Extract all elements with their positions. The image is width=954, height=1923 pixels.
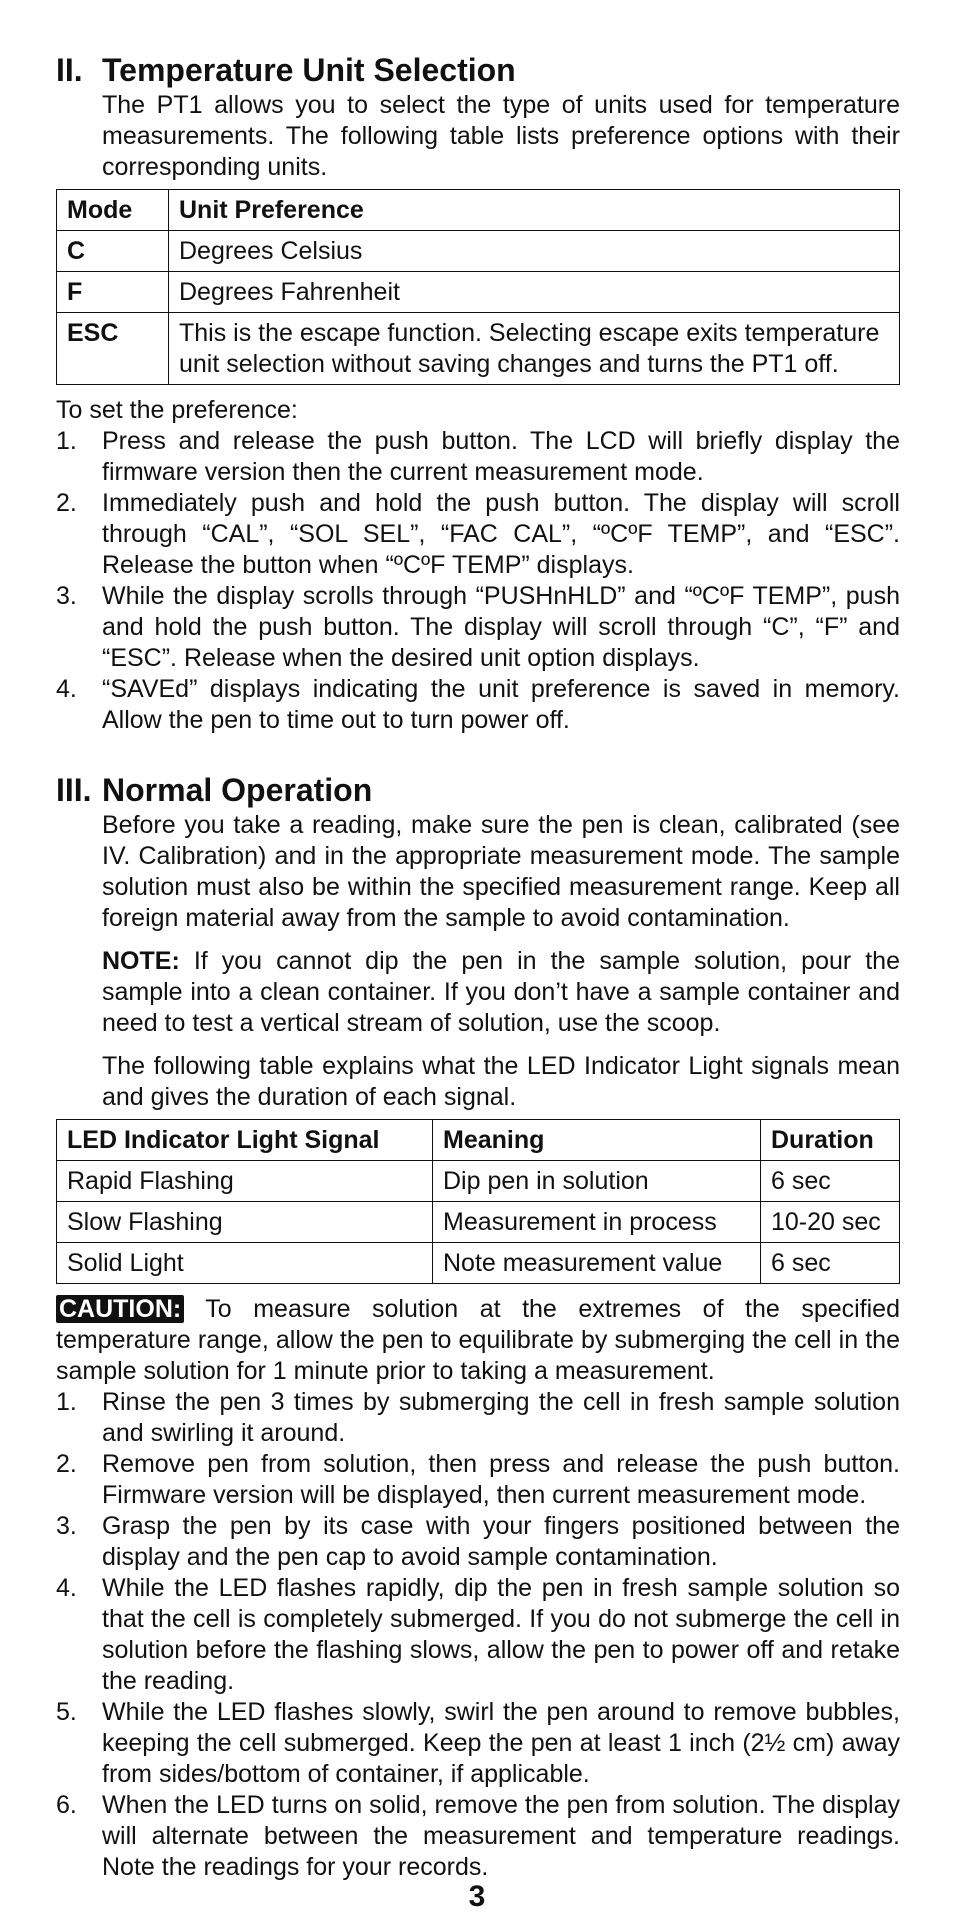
note-paragraph [102, 946, 900, 1039]
led-table [56, 1119, 900, 1284]
step-number: 2. [56, 489, 77, 517]
table-cell-duration: 10-20 sec [761, 1202, 900, 1243]
table-row [57, 272, 900, 313]
table-cell-meaning: Dip pen in solution [433, 1161, 761, 1202]
manual-page [56, 50, 900, 1883]
step-number: 6. [56, 1791, 77, 1819]
step-text: Remove pen from solution, then press and release the push button. Firmware version will be displayed, then current measurement mode. [102, 1450, 900, 1509]
step-text: While the LED flashes rapidly, dip the pen in fresh sample solution so that the cell is completely submerged. If you do not submerge the cell in solution before the flashing slows, allow the pen to power off and retake the reading. [102, 1574, 900, 1695]
step-text: Rinse the pen 3 times by submerging the cell in fresh sample solution and swirling it around. [102, 1388, 900, 1447]
list-item [56, 426, 900, 488]
steps-intro: To set the preference: [56, 396, 298, 424]
step-text: “SAVEd” displays indicating the unit preference is saved in memory. Allow the pen to time out to turn power off. [102, 675, 900, 734]
step-number: 3. [56, 1512, 77, 1540]
list-item [56, 674, 900, 736]
table-row [57, 313, 900, 385]
unit-table [56, 189, 900, 385]
list-item [56, 581, 900, 674]
table-cell-duration: 6 sec [761, 1161, 900, 1202]
table-cell-meaning: Measurement in process [433, 1202, 761, 1243]
table-cell-meaning: Note measurement value [433, 1243, 761, 1284]
section-title: Temperature Unit Selection [102, 52, 516, 88]
step-number: 4. [56, 1574, 77, 1602]
step-number: 5. [56, 1698, 77, 1726]
table-row [57, 1243, 900, 1284]
preference-steps [56, 426, 900, 736]
list-item [56, 488, 900, 581]
section-heading [56, 770, 900, 810]
table-cell-unit: Degrees Fahrenheit [169, 272, 900, 313]
step-text: When the LED turns on solid, remove the pen from solution. The display will alternate between the measurement and temperature readings. Note the readings for your records. [102, 1791, 900, 1881]
step-text: While the LED flashes slowly, swirl the pen around to remove bubbles, keeping the cell submerged. Keep the pen at least 1 inch (2½ cm) away from sides/bottom of container, if applicable. [102, 1698, 900, 1788]
table-cell-unit: Degrees Celsius [169, 231, 900, 272]
table-cell-mode: F [57, 272, 169, 313]
caution-text: To measure solution at the extremes of the specified temperature range, allow the pen to equilibrate by submerging the cell in the sample solution for 1 minute prior to taking a measurement. [56, 1295, 900, 1385]
step-text: Press and release the push button. The LCD will briefly display the firmware version then the current measurement mode. [102, 427, 900, 486]
table-cell-signal: Rapid Flashing [57, 1161, 433, 1202]
table-row [57, 231, 900, 272]
list-item [56, 1511, 900, 1573]
page-number: 3 [468, 1880, 486, 1913]
table-row [57, 1202, 900, 1243]
step-number: 1. [56, 427, 77, 455]
table-cell-mode: C [57, 231, 169, 272]
list-item [56, 1449, 900, 1511]
operation-steps [56, 1387, 900, 1883]
table-header-cell: Unit Preference [169, 190, 900, 231]
caution-badge: CAUTION: [56, 1295, 184, 1323]
step-number: 1. [56, 1388, 77, 1416]
table-cell-duration: 6 sec [761, 1243, 900, 1284]
table-header-row [57, 190, 900, 231]
step-number: 2. [56, 1450, 77, 1478]
table-header-cell: Mode [57, 190, 169, 231]
section-intro: The PT1 allows you to select the type of units used for temperature measurements. The following table lists preference options with their corresponding units. [102, 91, 900, 181]
table-cell-signal: Slow Flashing [57, 1202, 433, 1243]
table-intro: The following table explains what the LED Indicator Light signals mean and gives the duration of each signal. [102, 1052, 900, 1111]
step-number: 4. [56, 675, 77, 703]
table-header-cell: Meaning [433, 1120, 761, 1161]
table-cell-mode: ESC [57, 313, 169, 385]
step-text: Immediately push and hold the push button. The display will scroll through “CAL”, “SOL SEL”, “FAC CAL”, “ºCºF TEMP”, and “ESC”. Release the button when “ºCºF TEMP” displays. [102, 489, 900, 579]
list-item [56, 1387, 900, 1449]
list-item [56, 1573, 900, 1697]
list-item [56, 1697, 900, 1790]
step-text: Grasp the pen by its case with your fingers positioned between the display and the pen cap to avoid sample contamination. [102, 1512, 900, 1571]
section-intro: Before you take a reading, make sure the pen is clean, calibrated (see IV. Calibration) and in the appropriate measurement mode. The sample solution must also be within the specified measurement range. Keep all foreign material away from the sample to avoid contamination. [102, 811, 900, 932]
step-number: 3. [56, 582, 77, 610]
note-text: If you cannot dip the pen in the sample solution, pour the sample into a clean container. If you don’t have a sample container and need to test a vertical stream of solution, use the scoop. [102, 947, 900, 1037]
table-header-cell: Duration [761, 1120, 900, 1161]
caution-paragraph [56, 1294, 900, 1387]
table-header-row [57, 1120, 900, 1161]
section-title: Normal Operation [102, 772, 373, 808]
section-heading [56, 50, 900, 90]
list-item [56, 1790, 900, 1883]
section-number: III. [56, 772, 92, 808]
step-text: While the display scrolls through “PUSHnHLD” and “ºCºF TEMP”, push and hold the push button. The display will scroll through “C”, “F” and “ESC”. Release when the desired unit option displays. [102, 582, 900, 672]
section-number: II. [56, 52, 83, 88]
table-cell-unit: This is the escape function. Selecting escape exits temperature unit selection without saving changes and turns the PT1 off. [169, 313, 900, 385]
table-header-cell: LED Indicator Light Signal [57, 1120, 433, 1161]
note-label: NOTE: [102, 947, 180, 975]
table-cell-signal: Solid Light [57, 1243, 433, 1284]
table-row [57, 1161, 900, 1202]
